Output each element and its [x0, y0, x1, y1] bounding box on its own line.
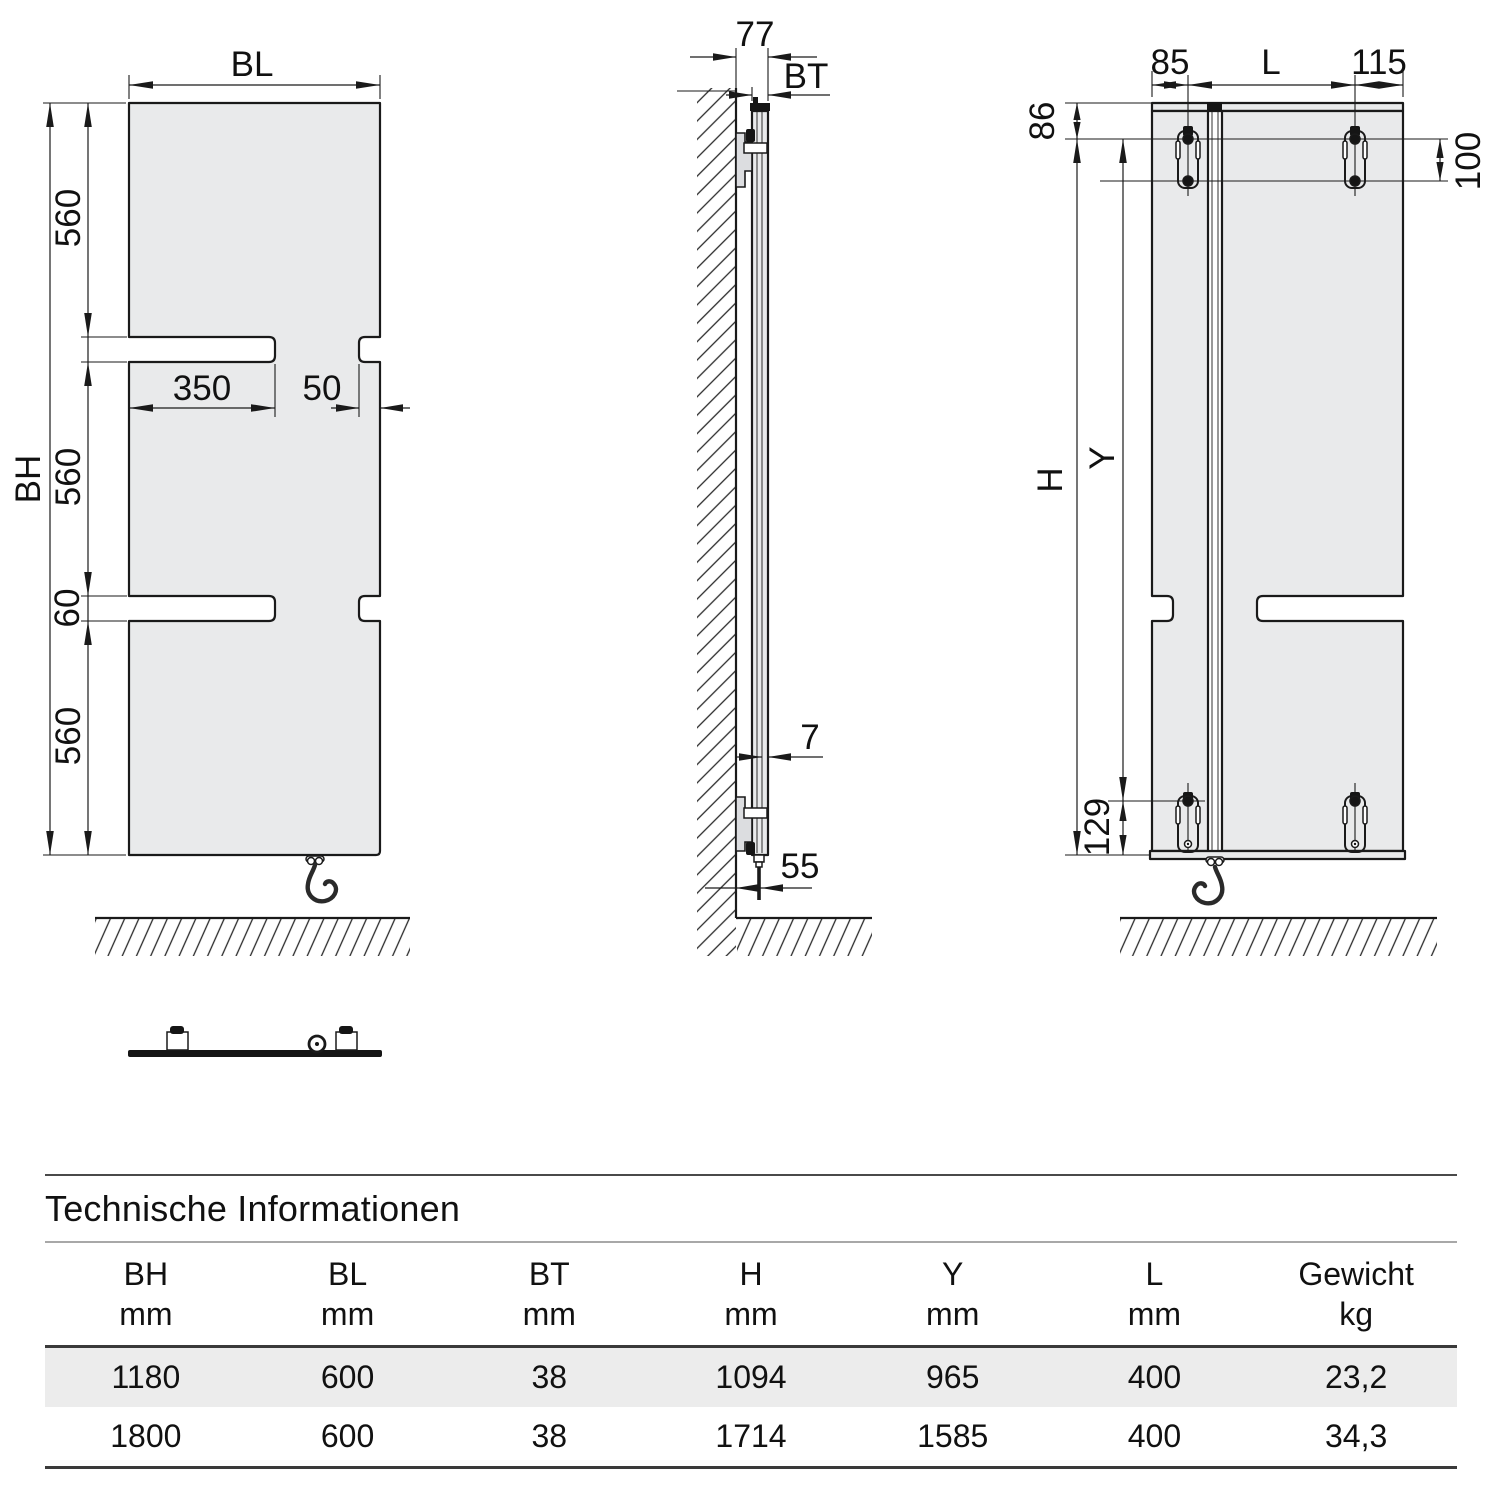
back-cable-hook: [1194, 857, 1224, 903]
cell-gewicht: 34,3: [1324, 1418, 1388, 1454]
cell-bl: 600: [320, 1359, 375, 1395]
dim-height-chain: [48, 103, 127, 855]
label-100: 100: [1449, 131, 1488, 191]
table-row: [45, 1348, 1457, 1407]
label-350: 350: [172, 369, 232, 408]
label-h: H: [1031, 467, 1070, 493]
cell-bh: 1180: [111, 1359, 181, 1395]
label-bt: BT: [783, 57, 829, 96]
table-bottom-rule: [45, 1466, 1457, 1469]
label-560-top: 560: [49, 188, 88, 248]
col-header-h: H mm: [724, 1256, 778, 1332]
bottom-plate: [128, 1050, 382, 1057]
side-top-cap: [750, 103, 770, 111]
side-view: [677, 15, 872, 956]
label-85: 85: [1150, 43, 1190, 82]
cell-gewicht: 23,2: [1324, 1359, 1388, 1395]
side-panel: [750, 97, 770, 855]
side-cable: [754, 855, 764, 900]
bottom-clip-left: [167, 1026, 188, 1050]
col-header-bl: BL mm: [320, 1256, 375, 1332]
cell-l: 400: [1127, 1359, 1182, 1395]
label-129: 129: [1078, 797, 1117, 857]
col-header-bh: BH mm: [119, 1256, 173, 1332]
front-cable-hook: [306, 856, 336, 901]
label-l: L: [1261, 43, 1281, 82]
cell-bt: 38: [531, 1418, 568, 1454]
cell-y: 1585: [917, 1418, 989, 1454]
table-title: Technische Informationen: [45, 1187, 461, 1229]
back-panel-right: [1222, 111, 1403, 851]
back-view: [1023, 43, 1488, 956]
dim-y-129: [1078, 139, 1127, 856]
col-header-l: L mm: [1127, 1256, 1182, 1332]
cell-h: 1094: [715, 1359, 787, 1395]
bottom-cable-connector: [309, 1036, 325, 1052]
cell-h: 1714: [715, 1418, 787, 1454]
ground-back: [1120, 918, 1437, 956]
front-panel-outline: [129, 103, 380, 855]
cell-y: 965: [926, 1359, 980, 1395]
cell-l: 400: [1127, 1418, 1182, 1454]
dim-86-h: [1023, 102, 1081, 855]
label-55: 55: [780, 847, 820, 886]
back-top-bar: [1152, 103, 1403, 111]
label-60: 60: [48, 588, 87, 628]
label-560-bottom: 560: [49, 706, 88, 766]
cell-bt: 38: [531, 1359, 568, 1395]
label-50: 50: [302, 369, 342, 408]
label-115: 115: [1351, 43, 1407, 82]
table-header-row: [45, 1243, 1457, 1345]
dim-bl: [129, 45, 380, 99]
technical-information-section: [45, 1174, 1457, 1469]
label-bl: BL: [230, 45, 274, 84]
ground-front: [95, 918, 410, 956]
col-header-gewicht: Gewicht kg: [1298, 1256, 1414, 1332]
front-view: [9, 45, 410, 956]
table-row: [45, 1407, 1457, 1466]
label-7: 7: [800, 718, 820, 757]
label-y: Y: [1083, 446, 1122, 470]
cell-bl: 600: [320, 1418, 375, 1454]
wall-section: [677, 88, 736, 956]
label-77: 77: [735, 15, 775, 54]
col-header-y: Y mm: [926, 1256, 980, 1332]
dim-7: [735, 718, 823, 761]
col-header-bt: BT mm: [522, 1256, 576, 1332]
bottom-view: [128, 1026, 382, 1057]
label-bh: BH: [9, 454, 48, 504]
back-panel-left: [1152, 111, 1208, 851]
label-86: 86: [1023, 101, 1062, 141]
dim-85-l-115: [1151, 43, 1407, 97]
dim-bt: [726, 57, 830, 101]
cell-bh: 1800: [110, 1418, 182, 1454]
label-560-mid: 560: [49, 447, 88, 507]
ground-side: [736, 918, 872, 956]
bottom-clip-right: [336, 1026, 357, 1050]
